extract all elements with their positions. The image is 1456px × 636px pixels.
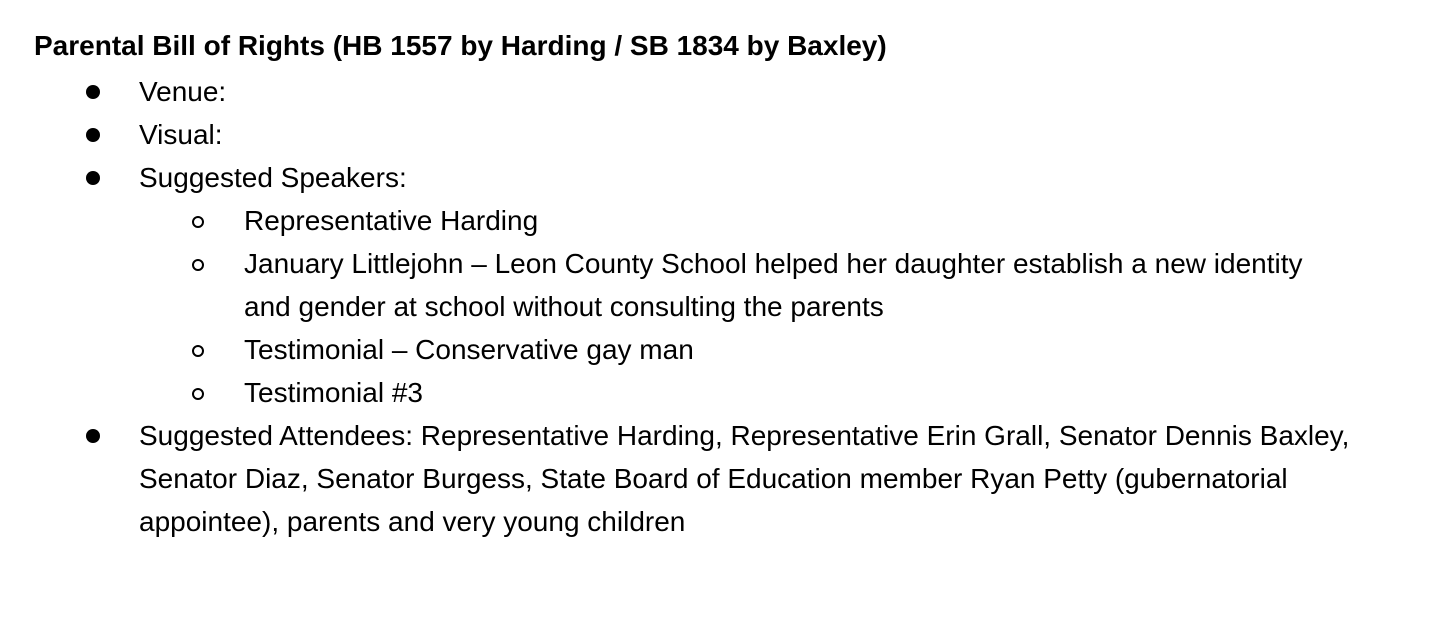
- list-item-suggested-attendees: [0, 414, 1456, 543]
- sub-list-item-label: Representative Harding: [244, 205, 539, 236]
- list-item-label: Visual:: [139, 119, 223, 150]
- sub-list-item: [139, 242, 1416, 328]
- bullet-icon: [86, 429, 100, 443]
- bullet-icon: [86, 128, 100, 142]
- circle-bullet-icon: [192, 388, 204, 400]
- sub-list-item-label: Testimonial – Conservative gay man: [244, 334, 694, 365]
- sub-list-item-label: January Littlejohn – Leon County School helped her daughter establish a new identity and gender at school without consulting the parents: [244, 248, 1303, 322]
- sub-list-item: [139, 199, 1416, 242]
- bullet-icon: [86, 85, 100, 99]
- sub-list-item-label: Testimonial #3: [244, 377, 423, 408]
- circle-bullet-icon: [192, 216, 204, 228]
- circle-bullet-icon: [192, 345, 204, 357]
- document-title: Parental Bill of Rights (HB 1557 by Harding / SB 1834 by Baxley): [34, 30, 887, 61]
- sub-list-item: [139, 328, 1416, 371]
- list-item-venue: [0, 70, 1456, 113]
- bullet-icon: [86, 171, 100, 185]
- bullet-list: [0, 70, 1456, 543]
- list-item-visual: [0, 113, 1456, 156]
- sub-list-item: [139, 371, 1416, 414]
- list-item-label: Suggested Speakers:: [139, 162, 407, 193]
- list-item-suggested-speakers: [0, 156, 1456, 414]
- list-item-label: Suggested Attendees: Representative Harding, Representative Erin Grall, Senator Dennis Baxley, Senator Diaz, Senator Burgess, State Board of Education member Ryan Petty (gubernatorial appointee), parents and very young children: [139, 420, 1350, 537]
- circle-bullet-icon: [192, 259, 204, 271]
- list-item-label: Venue:: [139, 76, 227, 107]
- sub-bullet-list: [139, 199, 1416, 414]
